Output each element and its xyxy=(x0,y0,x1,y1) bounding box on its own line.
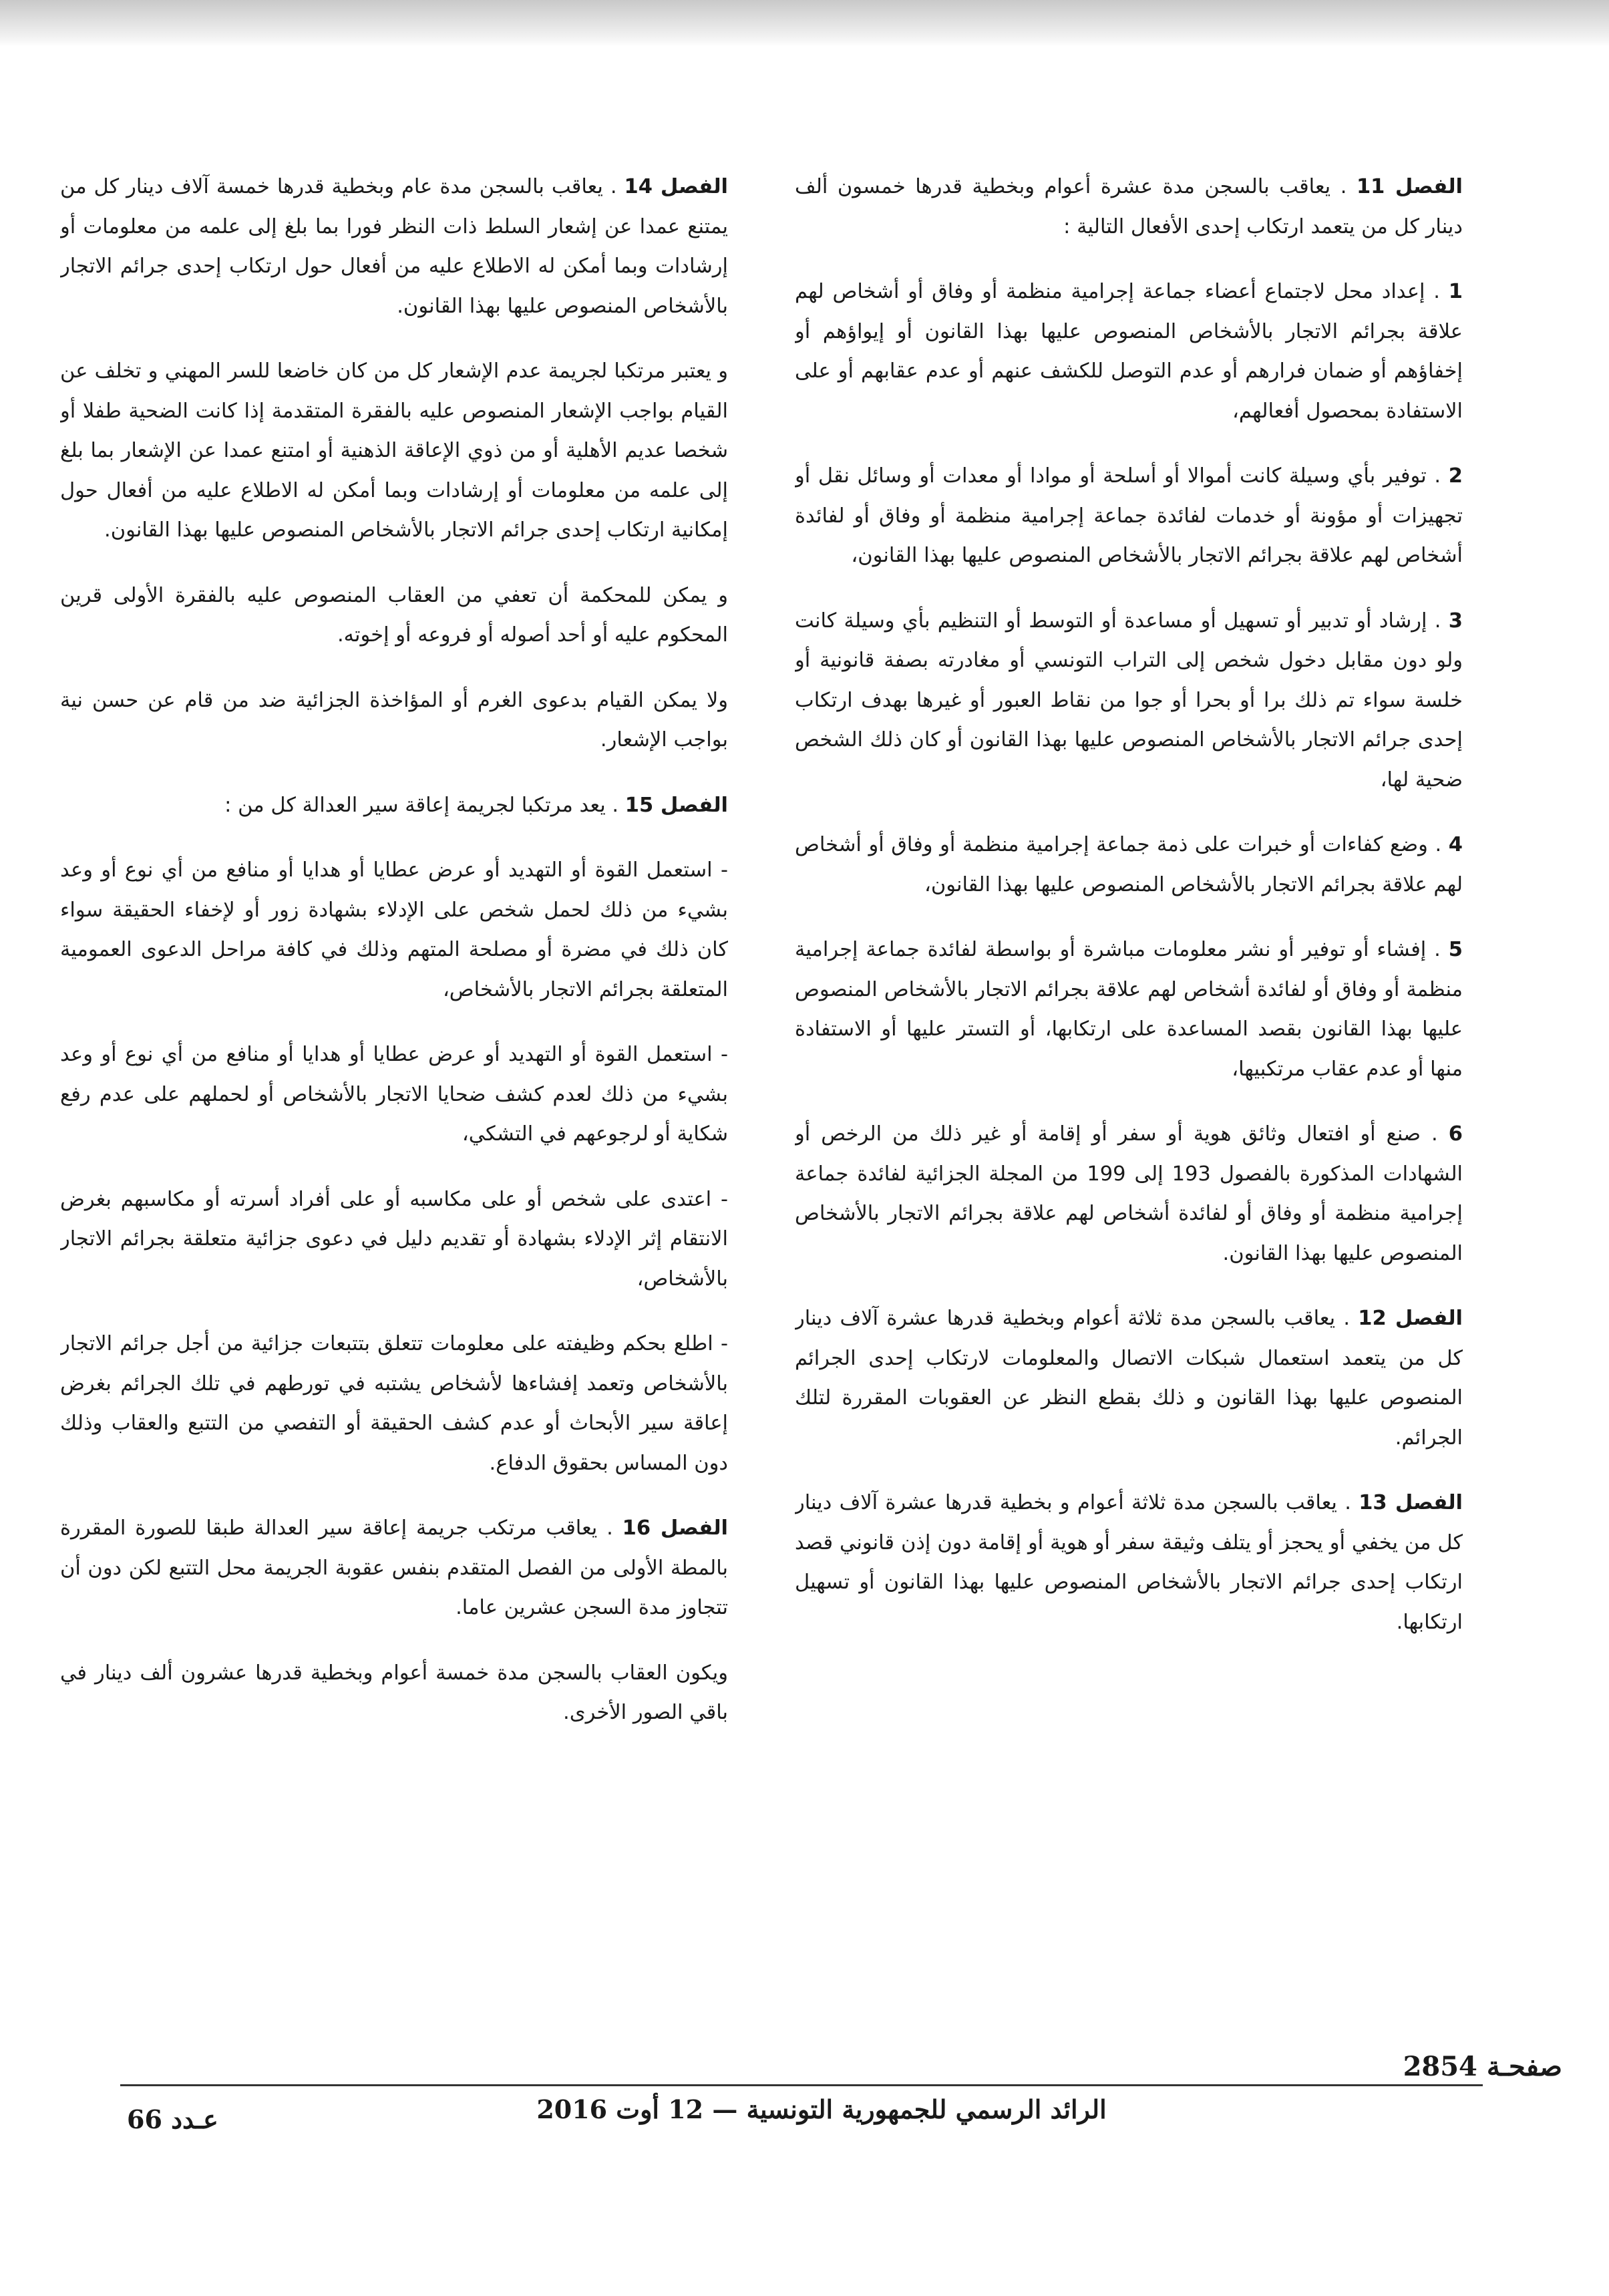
paragraph xyxy=(60,1035,728,1154)
paragraph xyxy=(60,576,728,655)
paragraph xyxy=(795,825,1463,905)
paragraph xyxy=(60,1508,728,1628)
paragraph-text: - اعتدى على شخص أو على مكاسبه أو على أفراد أسرته أو مكاسبهم بغرض الانتقام إثر الإدلاء بشهادة أو تقديم دليل في دعوى جزائية متعلقة بجرائم الاتجار بالأشخاص، xyxy=(60,1187,728,1291)
item-number: 3 xyxy=(1448,609,1463,633)
paragraph-text: . يعاقب بالسجن مدة ثلاثة أعوام وبخطية قدرها عشرة آلاف دينار كل من يتعمد استعمال شبكات الاتصال والمعلومات لارتكاب إحدى الجرائم المنصوص عليها بهذا القانون و ذلك بقطع النظر عن العقوبات المقررة لتلك الجرائم. xyxy=(795,1307,1463,1450)
paragraph xyxy=(795,1299,1463,1458)
footer-divider xyxy=(120,2084,1483,2086)
item-number: 5 xyxy=(1448,938,1463,961)
paragraph-text: . يعاقب بالسجن مدة عشرة أعوام وبخطية قدرها خمسون ألف دينار كل من يتعمد ارتكاب إحدى الأفعال التالية : xyxy=(795,175,1463,238)
paragraph-text: . يعد مرتكبا لجريمة إعاقة سير العدالة كل من : xyxy=(224,793,625,817)
paragraph-text: . إفشاء أو توفير أو نشر معلومات مباشرة أو بواسطة لفائدة جماعة إجرامية منظمة أو وفاق أو لفائدة أشخاص لهم علاقة بجرائم الاتجار بالأشخاص المنصوص عليها بهذا القانون بقصد المساعدة على ارتكابها، أو التستر عليها أو الاستفادة منها أو عدم عقاب مرتكبيها، xyxy=(795,938,1463,1081)
paragraph xyxy=(60,351,728,550)
paragraph xyxy=(795,167,1463,247)
article-heading: الفصل 16 xyxy=(622,1516,728,1540)
paragraph xyxy=(60,167,728,326)
paragraph-text: ويكون العقاب بالسجن مدة خمسة أعوام وبخطية قدرها عشرون ألف دينار في باقي الصور الأخرى. xyxy=(60,1661,728,1724)
article-heading: الفصل 12 xyxy=(1358,1307,1463,1330)
paragraph xyxy=(60,850,728,1009)
paragraph xyxy=(795,456,1463,576)
paragraph-text: و يعتبر مرتكبا لجريمة عدم الإشعار كل من كان خاضعا للسر المهني و تخلف عن القيام بواجب الإشعار المنصوص عليه بالفقرة المتقدمة إذا كانت الضحية طفلا أو شخصا عديم الأهلية أو من ذوي الإعاقة الذهنية أو امتنع عمدا عن الإشعار بما بلغ إلى علمه من معلومات أو إرشادات وبما أمكن له الاطلاع عليه من أفعال حول إمكانية ارتكاب إحدى جرائم الاتجار بالأشخاص المنصوص عليها بهذا القانون. xyxy=(60,359,728,542)
paragraph xyxy=(795,1483,1463,1642)
journal-title-date: الرائد الرسمي للجمهورية التونسية — 12 أوت 2016 xyxy=(536,2094,1107,2124)
paragraph xyxy=(60,681,728,760)
paragraph-text: . إعداد محل لاجتماع أعضاء جماعة إجرامية منظمة أو وفاق أو أشخاص لهم علاقة بجرائم الاتجار بالأشخاص المنصوص عليها بهذا القانون أو إيواؤهم أو إخفاؤهم أو ضمان فرارهم أو عدم التوصل للكشف عنهم أو عدم عقابهم أو على الاستفادة بمحصول أفعالهم، xyxy=(795,280,1463,423)
article-heading: الفصل 13 xyxy=(1359,1491,1463,1514)
paragraph-text: . وضع كفاءات أو خبرات على ذمة جماعة إجرامية منظمة أو وفاق أو أشخاص لهم علاقة بجرائم الاتجار بالأشخاص المنصوص عليها بهذا القانون، xyxy=(795,833,1463,896)
paragraph xyxy=(60,1653,728,1733)
paragraph-text: و يمكن للمحكمة أن تعفي من العقاب المنصوص عليه بالفقرة الأولى قرين المحكوم عليه أو أحد أصوله أو فروعه أو إخوته. xyxy=(60,583,728,647)
item-number: 6 xyxy=(1448,1122,1463,1146)
item-number: 1 xyxy=(1448,280,1463,303)
left-text-column xyxy=(60,167,728,2037)
paragraph-text: . يعاقب بالسجن مدة عام وبخطية قدرها خمسة آلاف دينار كل من يمتنع عمدا عن إشعار السلط ذات النظر فورا بما بلغ إلى علمه من معلومات أو إرشادات وبما أمكن له الاطلاع عليه من أفعال حول ارتكاب إحدى جرائم الاتجار بالأشخاص المنصوص عليها بهذا القانون. xyxy=(60,175,728,318)
paragraph xyxy=(795,1114,1463,1273)
paragraph-text: - استعمل القوة أو التهديد أو عرض عطايا أو هدايا أو منافع من أي نوع أو وعد بشيء من ذلك لعدم كشف ضحايا الاتجار بالأشخاص أو لحملهم على عدم رفع شكاية أو لرجوعهم في التشكي، xyxy=(60,1043,728,1146)
issue-number: عـدد 66 xyxy=(127,2104,218,2134)
paragraph xyxy=(795,930,1463,1089)
paragraph-text: . توفير بأي وسيلة كانت أموالا أو أسلحة أو موادا أو معدات أو وسائل نقل أو تجهيزات أو مؤونة أو خدمات لفائدة جماعة إجرامية منظمة أو وفاق أو لفائدة أشخاص لهم علاقة بجرائم الاتجار بالأشخاص المنصوص عليها بهذا القانون، xyxy=(795,464,1463,567)
article-heading: الفصل 15 xyxy=(624,793,728,817)
item-number: 2 xyxy=(1448,464,1463,488)
right-text-column xyxy=(795,167,1463,2037)
paragraph xyxy=(60,786,728,826)
paragraph-text: - اطلع بحكم وظيفته على معلومات تتعلق بتتبعات جزائية من أجل جرائم الاتجار بالأشخاص وتعمد إفشاءها لأشخاص يشتبه في تورطهم في تلك الجرائم بغرض إعاقة سير الأبحاث أو عدم كشف الحقيقة أو التفصي من التتبع والعقاب وذلك دون المساس بحقوق الدفاع. xyxy=(60,1332,728,1475)
paragraph xyxy=(795,601,1463,800)
page-number: صفحـة 2854 xyxy=(1403,2051,1562,2082)
item-number: 4 xyxy=(1448,833,1463,856)
paragraph-text: - استعمل القوة أو التهديد أو عرض عطايا أو هدايا أو منافع من أي نوع أو وعد بشيء من ذلك لحمل شخص على الإدلاء بشهادة زور أو لإخفاء الحقيقة سواء كان ذلك في مضرة أو مصلحة المتهم وذلك في كافة مراحل الدعوى العمومية المتعلقة بجرائم الاتجار بالأشخاص، xyxy=(60,858,728,1001)
paragraph-text: . صنع أو افتعال وثائق هوية أو سفر أو إقامة أو غير ذلك من الرخص أو الشهادات المذكورة بالفصول 193 إلى 199 من المجلة الجزائية لفائدة جماعة إجرامية منظمة أو وفاق أو لفائدة أشخاص لهم علاقة بجرائم الاتجار بالأشخاص المنصوص عليها بهذا القانون. xyxy=(795,1122,1463,1265)
paragraph xyxy=(60,1180,728,1299)
paragraph-text: . يعاقب مرتكب جريمة إعاقة سير العدالة طبقا للصورة المقررة بالمطة الأولى من الفصل المتقدم بنفس عقوبة الجريمة محل التتبع لكن دون أن تتجاوز مدة السجن عشرين عاما. xyxy=(60,1516,728,1619)
scan-top-edge xyxy=(0,0,1609,47)
paragraph-text: ولا يمكن القيام بدعوى الغرم أو المؤاخذة الجزائية ضد من قام عن حسن نية بواجب الإشعار. xyxy=(60,688,728,752)
paragraph xyxy=(60,1324,728,1483)
article-heading: الفصل 14 xyxy=(624,175,728,198)
paragraph xyxy=(795,272,1463,431)
article-heading: الفصل 11 xyxy=(1356,175,1463,198)
paragraph-text: . يعاقب بالسجن مدة ثلاثة أعوام و بخطية قدرها عشرة آلاف دينار كل من يخفي أو يحجز أو يتلف وثيقة سفر أو هوية أو إقامة دون إذن قانوني قصد ارتكاب إحدى جرائم الاتجار بالأشخاص المنصوص عليها بهذا القانون أو تسهيل ارتكابها. xyxy=(795,1491,1463,1634)
paragraph-text: . إرشاد أو تدبير أو تسهيل أو مساعدة أو التوسط أو التنظيم بأي وسيلة كانت ولو دون مقابل دخول شخص إلى التراب التونسي أو مغادرته بصفة قانونية أو خلسة سواء تم ذلك برا أو بحرا أو جوا من نقاط العبور أو غيرها بهدف ارتكاب إحدى جرائم الاتجار بالأشخاص المنصوص عليها بهذا القانون أو كان ذلك الشخص ضحية لها، xyxy=(795,609,1463,792)
